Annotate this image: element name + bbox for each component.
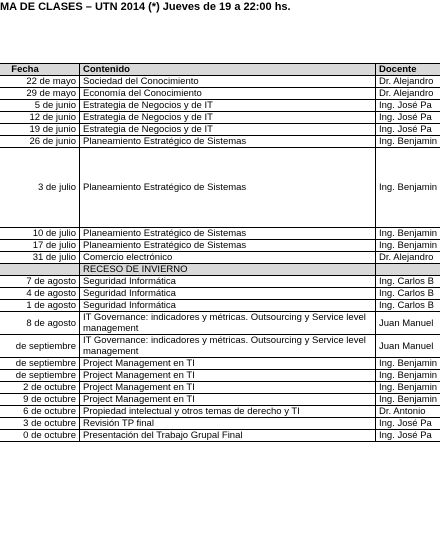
table-row: [0, 418, 440, 430]
docente-cell: Ing. José Pa: [376, 418, 440, 430]
header-docente: Docente: [376, 64, 440, 76]
table-row: [0, 240, 440, 252]
contenido-cell: Seguridad Informática: [80, 288, 376, 300]
contenido-cell: Estrategia de Negocios y de IT: [80, 100, 376, 112]
docente-cell: Ing. Benjamin: [376, 240, 440, 252]
contenido-cell: Estrategia de Negocios y de IT: [80, 112, 376, 124]
contenido-cell: Planeamiento Estratégico de Sistemas: [80, 228, 376, 240]
fecha-cell: de septiembre: [0, 370, 80, 382]
docente-cell: Dr. Alejandro: [376, 76, 440, 88]
table-row: [0, 382, 440, 394]
fecha-cell: 4 de agosto: [0, 288, 80, 300]
header-contenido: Contenido: [80, 64, 376, 76]
fecha-cell: 8 de agosto: [0, 312, 80, 335]
docente-cell: Ing. Benjamin: [376, 228, 440, 240]
table-row: [0, 124, 440, 136]
page-title: MA DE CLASES – UTN 2014 (*) Jueves de 19 a 22:00 hs.: [0, 1, 291, 13]
fecha-cell: 29 de mayo: [0, 88, 80, 100]
docente-cell: Ing. Benjamin: [376, 136, 440, 148]
table-row: [0, 100, 440, 112]
contenido-cell: Economía del Conocimiento: [80, 88, 376, 100]
table-row: [0, 370, 440, 382]
table-header-row: [0, 64, 440, 76]
fecha-cell: 31 de julio: [0, 252, 80, 264]
docente-cell: Ing. Benjamin: [376, 382, 440, 394]
table-row: [0, 76, 440, 88]
contenido-cell: Project Management en TI: [80, 370, 376, 382]
table-row: [0, 88, 440, 100]
contenido-cell: IT Governance: indicadores y métricas. Outsourcing y Service level management: [80, 312, 376, 335]
fecha-cell: 9 de octubre: [0, 394, 80, 406]
recess-label: RECESO DE INVIERNO: [80, 264, 376, 276]
docente-cell: Juan Manuel: [376, 335, 440, 358]
table-row: [0, 358, 440, 370]
docente-cell: Ing. Benjamin: [376, 394, 440, 406]
docente-cell: Ing. Benjamin: [376, 358, 440, 370]
table-row: [0, 394, 440, 406]
docente-cell: Ing. Carlos B: [376, 300, 440, 312]
contenido-cell: Project Management en TI: [80, 382, 376, 394]
table-row: [0, 148, 440, 228]
table-row: [0, 276, 440, 288]
docente-cell: Dr. Antonio: [376, 406, 440, 418]
fecha-cell: 6 de octubre: [0, 406, 80, 418]
fecha-cell: 3 de octubre: [0, 418, 80, 430]
table-row: [0, 112, 440, 124]
docente-cell: Ing. Benjamin: [376, 148, 440, 228]
fecha-cell: 19 de junio: [0, 124, 80, 136]
docente-cell: [376, 264, 440, 276]
contenido-cell: Seguridad Informática: [80, 300, 376, 312]
table-row: [0, 312, 440, 335]
contenido-cell: Planeamiento Estratégico de Sistemas: [80, 148, 376, 228]
fecha-cell: de septiembre: [0, 335, 80, 358]
contenido-cell: Project Management en TI: [80, 394, 376, 406]
recess-row: [0, 264, 440, 276]
fecha-cell: 5 de junio: [0, 100, 80, 112]
table-row: [0, 136, 440, 148]
table-row: [0, 288, 440, 300]
fecha-cell: 1 de agosto: [0, 300, 80, 312]
docente-cell: Ing. José Pa: [376, 112, 440, 124]
fecha-cell: 17 de julio: [0, 240, 80, 252]
fecha-cell: 10 de julio: [0, 228, 80, 240]
contenido-cell: Planeamiento Estratégico de Sistemas: [80, 240, 376, 252]
table-row: [0, 252, 440, 264]
docente-cell: Dr. Alejandro: [376, 252, 440, 264]
contenido-cell: Project Management en TI: [80, 358, 376, 370]
contenido-cell: Comercio electrónico: [80, 252, 376, 264]
fecha-cell: de septiembre: [0, 358, 80, 370]
table-row: [0, 335, 440, 358]
fecha-cell: 0 de octubre: [0, 430, 80, 442]
contenido-cell: Presentación del Trabajo Grupal Final: [80, 430, 376, 442]
docente-cell: Dr. Alejandro: [376, 88, 440, 100]
table-row: [0, 406, 440, 418]
contenido-cell: Seguridad Informática: [80, 276, 376, 288]
docente-cell: Ing. José Pa: [376, 100, 440, 112]
docente-cell: Ing. Benjamin: [376, 370, 440, 382]
fecha-cell: 2 de octubre: [0, 382, 80, 394]
fecha-cell: 26 de junio: [0, 136, 80, 148]
docente-cell: Ing. Carlos B: [376, 288, 440, 300]
contenido-cell: Revisión TP final: [80, 418, 376, 430]
contenido-cell: Sociedad del Conocimiento: [80, 76, 376, 88]
table-row: [0, 300, 440, 312]
table-row: [0, 430, 440, 442]
table-row: [0, 228, 440, 240]
docente-cell: Ing. Carlos B: [376, 276, 440, 288]
class-schedule-table: [0, 63, 440, 442]
contenido-cell: Planeamiento Estratégico de Sistemas: [80, 136, 376, 148]
docente-cell: Ing. José Pa: [376, 124, 440, 136]
contenido-cell: Estrategia de Negocios y de IT: [80, 124, 376, 136]
fecha-cell: 12 de junio: [0, 112, 80, 124]
fecha-cell: [0, 264, 80, 276]
fecha-cell: 7 de agosto: [0, 276, 80, 288]
contenido-cell: Propiedad intelectual y otros temas de derecho y TI: [80, 406, 376, 418]
fecha-cell: 3 de julio: [0, 148, 80, 228]
header-fecha: Fecha: [0, 64, 80, 76]
docente-cell: Ing. José Pa: [376, 430, 440, 442]
fecha-cell: 22 de mayo: [0, 76, 80, 88]
contenido-cell: IT Governance: indicadores y métricas. Outsourcing y Service level management: [80, 335, 376, 358]
docente-cell: Juan Manuel: [376, 312, 440, 335]
